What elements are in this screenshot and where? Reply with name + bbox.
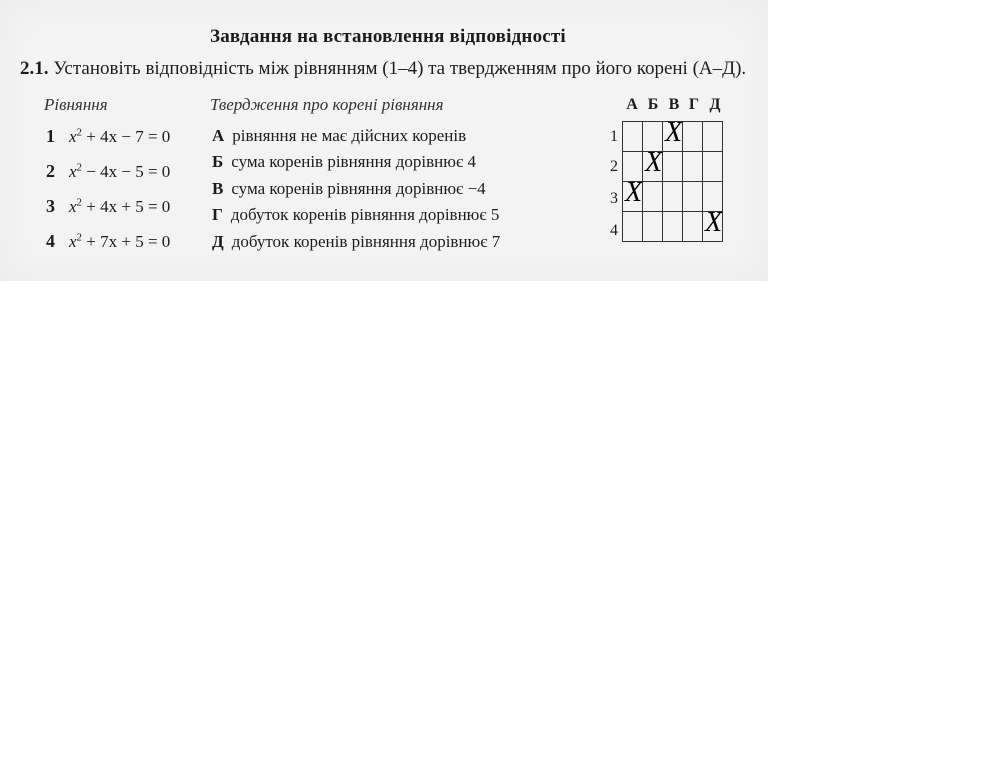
statement-text: сума коренів рівняння дорівнює 4 bbox=[231, 152, 476, 171]
equation-text: $x^2 - 4x - 5 = 0$ bbox=[69, 161, 171, 181]
answer-cell[interactable] bbox=[683, 212, 703, 242]
statements-header: Твердження про корені рівняння bbox=[210, 95, 444, 114]
answer-cell[interactable] bbox=[643, 147, 663, 182]
grid-column-label: В bbox=[668, 96, 680, 113]
grid-column-label: Б bbox=[647, 96, 659, 113]
equation-row bbox=[46, 231, 170, 252]
answer-cell[interactable] bbox=[643, 182, 663, 212]
task-line bbox=[20, 58, 746, 80]
equation-number: 1 bbox=[46, 126, 55, 146]
answer-cell[interactable] bbox=[663, 152, 683, 182]
grid-column-label: А bbox=[626, 96, 638, 113]
equation-number: 4 bbox=[46, 231, 55, 251]
handwritten-x-mark: X bbox=[705, 207, 723, 238]
answer-grid bbox=[622, 117, 723, 242]
answer-cell[interactable] bbox=[703, 152, 723, 182]
statement-row bbox=[212, 179, 486, 199]
handwritten-x-mark: X bbox=[645, 147, 663, 178]
grid-column-label: Д bbox=[709, 96, 721, 113]
scanned-worksheet bbox=[0, 0, 768, 281]
grid-row-label: 1 bbox=[610, 128, 618, 145]
page-title: Завдання на встановлення відповідності bbox=[210, 26, 566, 47]
answer-cell[interactable] bbox=[703, 122, 723, 152]
answer-cell[interactable] bbox=[683, 152, 703, 182]
task-text: Установіть відповідність між рівнянням (1–4) та твердженням про його корені (А–Д). bbox=[53, 58, 747, 79]
task-number: 2.1. bbox=[20, 58, 49, 79]
answer-cell[interactable] bbox=[663, 182, 683, 212]
grid-row bbox=[623, 122, 723, 152]
statement-letter: Б bbox=[212, 152, 224, 171]
statement-letter: В bbox=[212, 179, 224, 198]
equations-header: Рівняння bbox=[44, 95, 108, 114]
answer-cell[interactable] bbox=[683, 122, 703, 152]
equation-row bbox=[46, 196, 170, 217]
statement-text: сума коренів рівняння дорівнює −4 bbox=[231, 179, 486, 198]
statement-row bbox=[212, 232, 500, 252]
grid-row-label: 4 bbox=[610, 222, 618, 239]
grid-column-label: Г bbox=[688, 96, 700, 113]
statement-letter: Г bbox=[212, 205, 223, 224]
equation-number: 2 bbox=[46, 161, 55, 181]
equation-text: $x^2 + 4x - 7 = 0$ bbox=[69, 126, 171, 146]
statement-text: добуток коренів рівняння дорівнює 5 bbox=[230, 205, 500, 224]
statement-row bbox=[212, 152, 476, 172]
handwritten-x-mark: X bbox=[665, 117, 683, 148]
grid-row bbox=[623, 212, 723, 242]
equation-text: $x^2 + 7x + 5 = 0$ bbox=[69, 231, 171, 251]
statement-letter: Д bbox=[212, 232, 224, 251]
handwritten-x-mark: X bbox=[625, 177, 643, 208]
statement-text: добуток коренів рівняння дорівнює 7 bbox=[231, 232, 501, 251]
grid-row-label: 2 bbox=[610, 158, 618, 175]
answer-cell[interactable] bbox=[683, 182, 703, 212]
answer-cell[interactable] bbox=[643, 212, 663, 242]
answer-cell[interactable] bbox=[663, 212, 683, 242]
statement-row bbox=[212, 205, 499, 225]
statement-text: рівняння не має дійсних коренів bbox=[232, 126, 467, 145]
answer-cell[interactable] bbox=[623, 122, 643, 152]
answer-cell[interactable] bbox=[623, 212, 643, 242]
statement-row bbox=[212, 126, 466, 146]
equation-text: $x^2 + 4x + 5 = 0$ bbox=[69, 196, 171, 216]
grid-row-label: 3 bbox=[610, 190, 618, 207]
answer-cell[interactable] bbox=[663, 117, 683, 152]
answer-cell[interactable] bbox=[623, 177, 643, 212]
equation-row bbox=[46, 161, 170, 182]
statement-letter: А bbox=[212, 126, 225, 145]
equation-number: 3 bbox=[46, 196, 55, 216]
answer-cell[interactable] bbox=[703, 207, 723, 242]
equation-row bbox=[46, 126, 170, 147]
